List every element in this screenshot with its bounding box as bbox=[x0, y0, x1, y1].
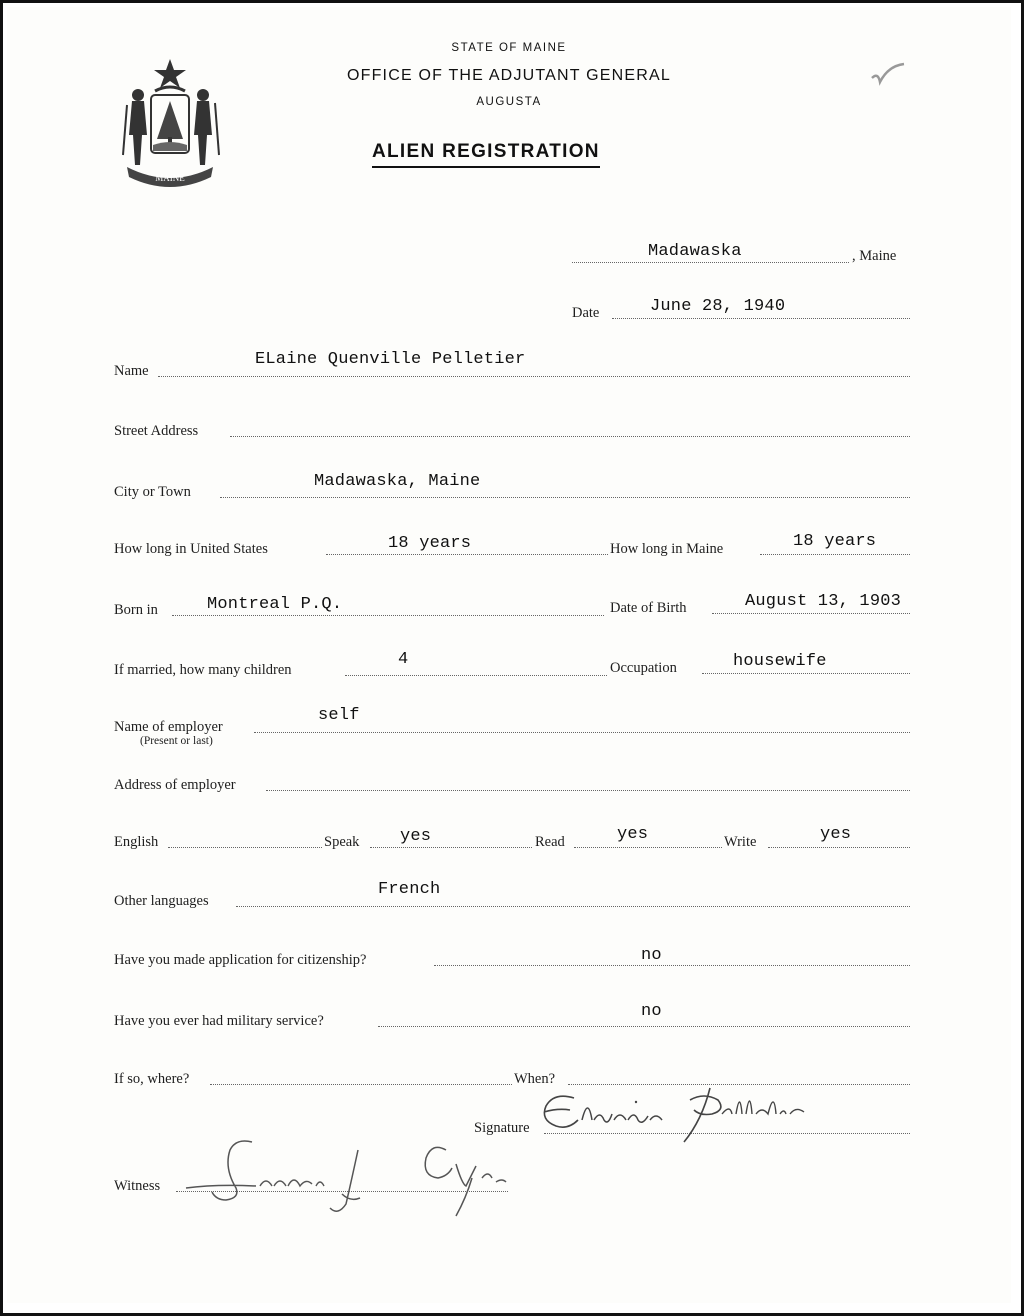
how-long-maine-line bbox=[760, 554, 910, 555]
military-line bbox=[378, 1026, 910, 1027]
born-in-label: Born in bbox=[114, 602, 158, 618]
military-label: Have you ever had military service? bbox=[114, 1013, 324, 1029]
write-label: Write bbox=[724, 834, 757, 850]
street-address-label: Street Address bbox=[114, 423, 199, 439]
other-languages-label: Other languages bbox=[114, 893, 209, 909]
read-value: yes bbox=[617, 825, 649, 844]
if-so-where-label: If so, where? bbox=[114, 1071, 190, 1087]
where-line bbox=[210, 1084, 512, 1085]
seal-scroll-text: MAINE bbox=[155, 173, 185, 183]
header-office: OFFICE OF THE ADJUTANT GENERAL bbox=[346, 67, 672, 84]
children-label: If married, how many children bbox=[114, 662, 292, 678]
english-label: English bbox=[114, 834, 159, 850]
write-value: yes bbox=[820, 825, 852, 844]
how-long-maine-label: How long in Maine bbox=[610, 541, 724, 557]
street-address-line bbox=[230, 436, 910, 437]
how-long-us-value: 18 years bbox=[388, 534, 472, 553]
city-town-line bbox=[220, 497, 910, 498]
occupation-value: housewife bbox=[733, 652, 827, 671]
form-page bbox=[7, 7, 1011, 1303]
citizenship-line bbox=[434, 965, 910, 966]
header-state: STATE OF MAINE bbox=[451, 42, 567, 54]
write-line bbox=[768, 847, 910, 848]
read-line bbox=[574, 847, 722, 848]
date-value: June 28, 1940 bbox=[650, 297, 786, 316]
citizenship-label: Have you made application for citizenship? bbox=[114, 952, 367, 968]
city-town-label: City or Town bbox=[114, 484, 191, 500]
children-value: 4 bbox=[398, 650, 409, 669]
speak-value: yes bbox=[400, 827, 432, 846]
form-title: ALIEN REGISTRATION bbox=[372, 141, 600, 168]
date-label: Date bbox=[572, 305, 600, 321]
date-of-birth-value: August 13, 1903 bbox=[745, 592, 902, 611]
applicant-signature-image bbox=[534, 1080, 824, 1150]
city-town-value: Madawaska, Maine bbox=[314, 472, 481, 491]
how-long-us-line bbox=[326, 554, 608, 555]
citizenship-value: no bbox=[641, 946, 662, 965]
employer-line bbox=[254, 732, 910, 733]
signature-label: Signature bbox=[474, 1120, 530, 1136]
town-value: Madawaska bbox=[648, 242, 742, 261]
how-long-maine-value: 18 years bbox=[793, 532, 877, 551]
employer-value: self bbox=[318, 706, 360, 725]
header-city: AUGUSTA bbox=[476, 96, 542, 108]
employer-label: Name of employer bbox=[114, 719, 223, 735]
english-line bbox=[168, 847, 322, 848]
name-label: Name bbox=[114, 363, 149, 379]
born-in-line bbox=[172, 615, 604, 616]
check-mark-icon bbox=[868, 56, 908, 88]
military-value: no bbox=[641, 1002, 662, 1021]
children-line bbox=[345, 675, 607, 676]
date-of-birth-label: Date of Birth bbox=[610, 600, 687, 616]
other-languages-value: French bbox=[378, 880, 441, 899]
other-languages-line bbox=[236, 906, 910, 907]
when-label: When? bbox=[514, 1071, 556, 1087]
born-in-value: Montreal P.Q. bbox=[207, 595, 343, 614]
read-label: Read bbox=[535, 834, 565, 850]
date-line bbox=[612, 318, 910, 319]
employer-note: (Present or last) bbox=[140, 735, 213, 747]
name-line bbox=[158, 376, 910, 377]
speak-line bbox=[370, 847, 532, 848]
speak-label: Speak bbox=[324, 834, 360, 850]
maine-suffix-label: , Maine bbox=[852, 248, 897, 264]
witness-signature-image bbox=[176, 1128, 516, 1223]
employer-address-label: Address of employer bbox=[114, 777, 236, 793]
occupation-line bbox=[702, 673, 910, 674]
date-of-birth-line bbox=[712, 613, 910, 614]
employer-address-line bbox=[266, 790, 910, 791]
occupation-label: Occupation bbox=[610, 660, 677, 676]
town-line bbox=[572, 262, 849, 263]
how-long-us-label: How long in United States bbox=[114, 541, 268, 557]
witness-label: Witness bbox=[114, 1178, 161, 1194]
name-value: ELaine Quenville Pelletier bbox=[255, 350, 526, 369]
